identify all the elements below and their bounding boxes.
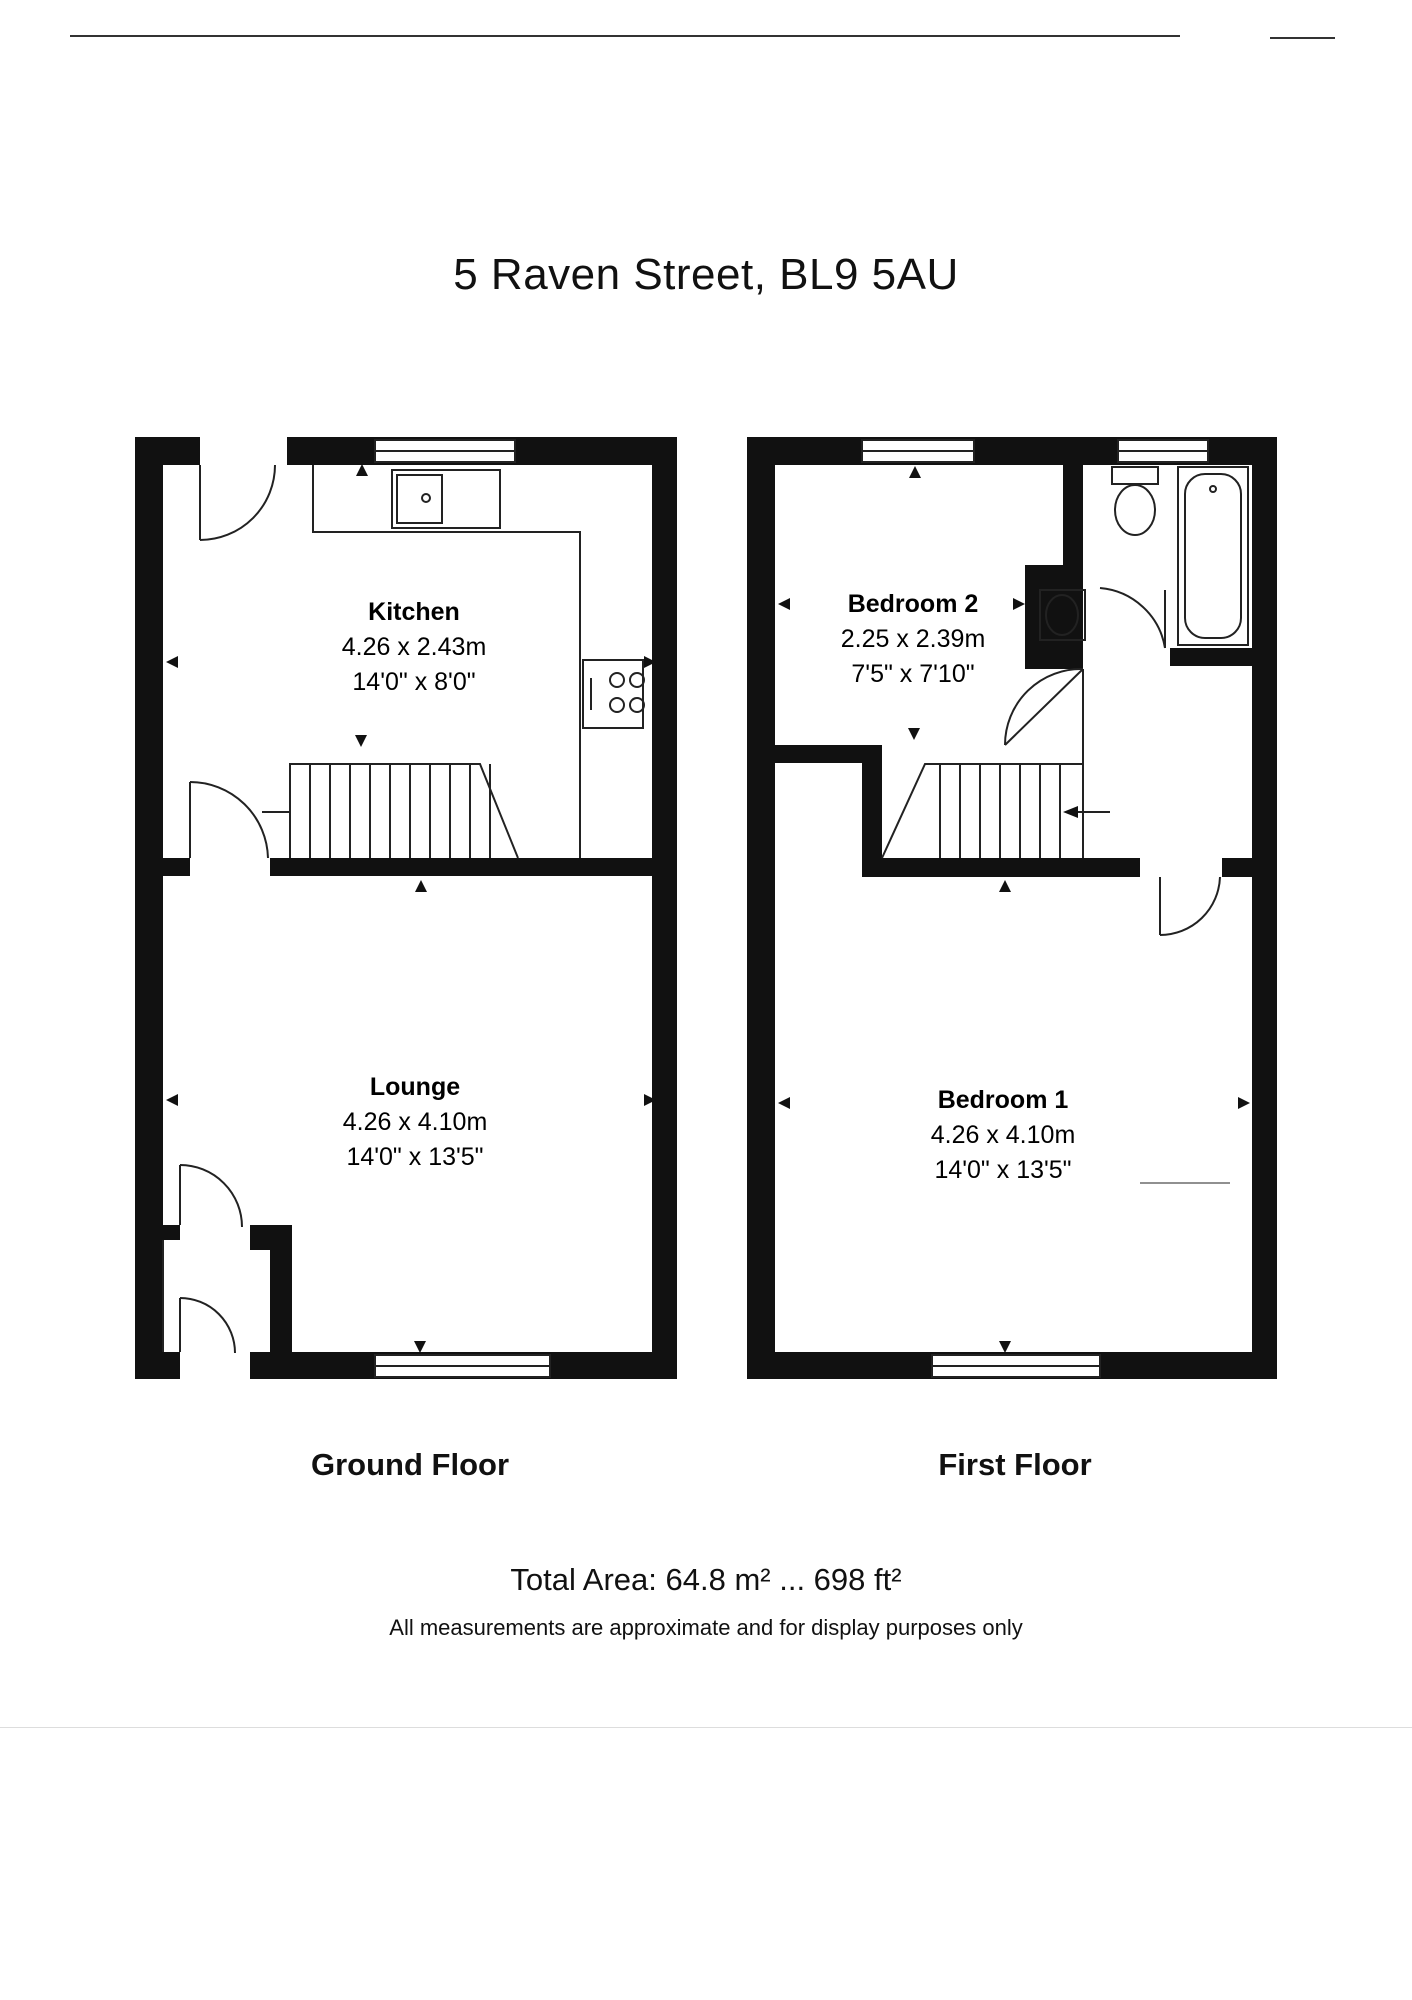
bedroom2-name: Bedroom 2 bbox=[847, 590, 979, 618]
first-floor-plan bbox=[747, 437, 1277, 1379]
kitchen-name: Kitchen bbox=[368, 598, 460, 626]
room-label-kitchen bbox=[342, 598, 487, 696]
bedroom1-imperial: 14'0" x 13'5" bbox=[934, 1156, 1072, 1184]
lounge-imperial: 14'0" x 13'5" bbox=[346, 1143, 484, 1171]
kitchen-metric: 4.26 x 2.43m bbox=[341, 633, 487, 661]
ground-floor-fixtures bbox=[163, 440, 644, 1377]
first-floor-label: First Floor bbox=[938, 1447, 1092, 1482]
bedroom2-imperial: 7'5" x 7'10" bbox=[851, 660, 975, 688]
disclaimer: All measurements are approximate and for display purposes only bbox=[389, 1615, 1023, 1640]
ground-floor-label: Ground Floor bbox=[310, 1447, 510, 1482]
room-label-bedroom1 bbox=[931, 1086, 1076, 1184]
room-label-lounge bbox=[343, 1073, 488, 1171]
lounge-name: Lounge bbox=[369, 1073, 461, 1101]
total-area: Total Area: 64.8 m² ... 698 ft² bbox=[510, 1562, 902, 1597]
lounge-metric: 4.26 x 4.10m bbox=[342, 1108, 488, 1136]
bedroom1-name: Bedroom 1 bbox=[937, 1086, 1069, 1114]
bedroom2-metric: 2.25 x 2.39m bbox=[840, 625, 986, 653]
room-label-bedroom2 bbox=[841, 590, 986, 688]
bedroom1-metric: 4.26 x 4.10m bbox=[930, 1121, 1076, 1149]
scan-bottom-line bbox=[0, 1727, 1412, 1728]
page-title: 5 Raven Street, BL9 5AU bbox=[453, 250, 959, 299]
kitchen-imperial: 14'0" x 8'0" bbox=[352, 668, 476, 696]
ground-floor-plan bbox=[135, 437, 677, 1379]
